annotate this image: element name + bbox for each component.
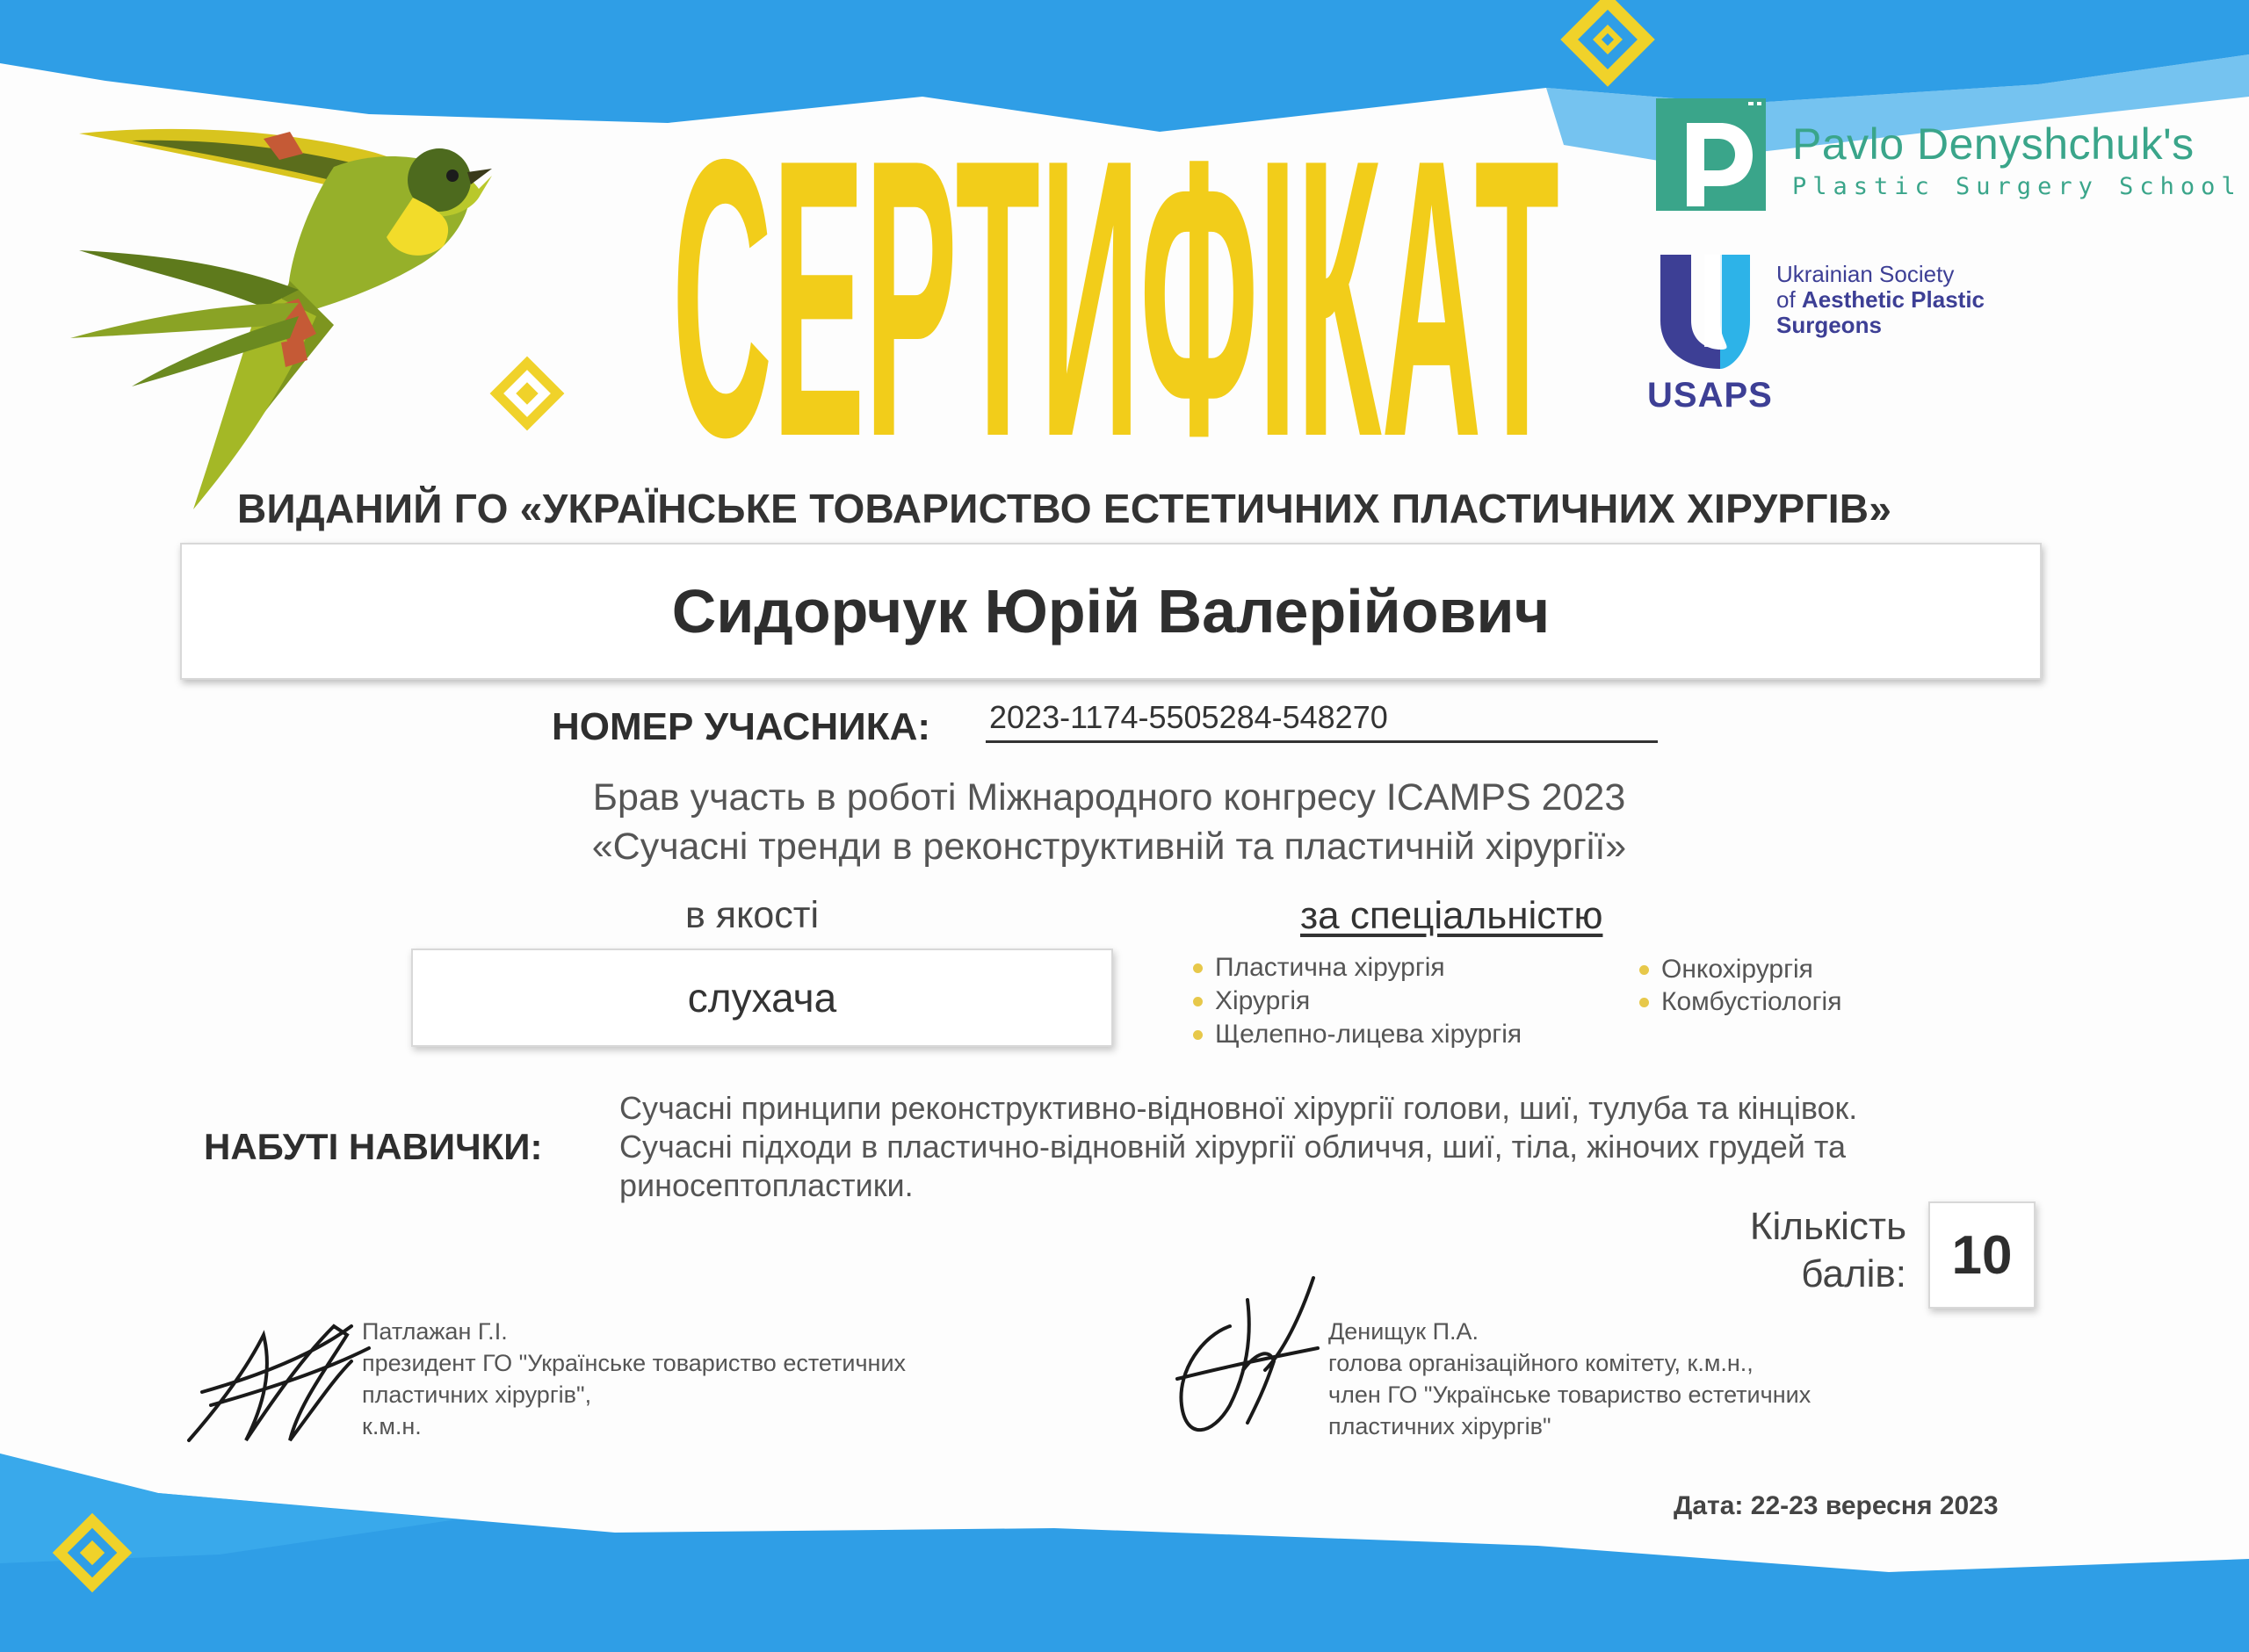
congress-description bbox=[351, 773, 1867, 871]
usaps-abbreviation: USAPS bbox=[1647, 376, 1773, 415]
signatory-1-line-4: к.м.н. bbox=[362, 1413, 422, 1439]
usaps-line-2-bold: Aesthetic Plastic bbox=[1801, 286, 1985, 313]
points-label bbox=[1709, 1203, 1906, 1298]
signature-1-icon bbox=[189, 1326, 369, 1440]
signatory-1-name: Патлажан Г.І. bbox=[362, 1318, 508, 1345]
skills-line-2: Сучасні підходи в пластично-відновній хірургії обличчя, шиї, тіла, жіночих грудей та bbox=[619, 1129, 1847, 1165]
certificate-date: Дата: 22-23 вересня 2023 bbox=[1674, 1491, 1999, 1520]
role-value: слухача bbox=[687, 975, 837, 1021]
bullet-dot-icon bbox=[1193, 997, 1203, 1006]
pd-logo-name: Pavlo Denyshchuk's bbox=[1792, 119, 2195, 169]
specialty-item bbox=[1193, 986, 1310, 1016]
signature-2-icon bbox=[1177, 1278, 1318, 1430]
points-value: 10 bbox=[1951, 1224, 2013, 1286]
specialty-text: Пластична хірургія bbox=[1215, 953, 1445, 982]
signatory-2-name: Денищук П.А. bbox=[1328, 1318, 1479, 1345]
points-label-line-2: балів: bbox=[1801, 1252, 1906, 1295]
role-box bbox=[411, 949, 1113, 1047]
recipient-name: Сидорчук Юрій Валерійович bbox=[671, 577, 1551, 646]
usaps-logo-mark-icon bbox=[1660, 255, 1750, 369]
pd-logo-mark-icon bbox=[1656, 98, 1766, 211]
specialty-item bbox=[1639, 987, 1841, 1017]
congress-line-2: «Сучасні тренди в реконструктивній та пластичній хірургії» bbox=[591, 826, 1627, 868]
specialty-label: за спеціальністю bbox=[1300, 894, 1603, 937]
recipient-name-box bbox=[180, 543, 2042, 680]
issued-by: ВИДАНИЙ ГО «УКРАЇНСЬКЕ ТОВАРИСТВО ЕСТЕТИЧНИХ ПЛАСТИЧНИХ ХІРУРГІВ» bbox=[237, 486, 1892, 531]
usaps-line-1: Ukrainian Society bbox=[1776, 261, 1955, 287]
skills-label: НАБУТІ НАВИЧКИ: bbox=[204, 1126, 543, 1167]
specialty-item bbox=[1193, 1020, 1522, 1050]
points-label-line-1: Кількість bbox=[1749, 1205, 1906, 1248]
swallow-bird-icon bbox=[70, 129, 492, 509]
usaps-line-2 bbox=[1776, 287, 1985, 313]
usaps-line-2-prefix: of bbox=[1776, 286, 1796, 313]
specialty-text: Онкохірургія bbox=[1661, 955, 1813, 984]
bullet-dot-icon bbox=[1193, 963, 1203, 973]
participant-number: 2023-1174-5505284-548270 bbox=[986, 699, 1658, 743]
signatory-1-line-3: пластичних хірургів", bbox=[362, 1381, 592, 1408]
signatory-2-line-2: голова організаційного комітету, к.м.н., bbox=[1328, 1350, 1754, 1376]
signatory-1-line-2: президент ГО "Українське товариство естетичних bbox=[362, 1350, 907, 1376]
skills-line-3: риносептопластики. bbox=[619, 1167, 914, 1203]
specialty-text: Хірургія bbox=[1215, 986, 1311, 1015]
signatory-2-line-4: пластичних хірургів" bbox=[1328, 1413, 1551, 1439]
specialty-item bbox=[1639, 955, 1813, 985]
participant-number-label: НОМЕР УЧАСНИКА: bbox=[552, 705, 930, 748]
specialty-item bbox=[1193, 953, 1445, 983]
points-box bbox=[1928, 1201, 2036, 1309]
usaps-logo-text bbox=[1776, 262, 1985, 338]
specialty-text: Щелепно-лицева хірургія bbox=[1215, 1020, 1522, 1049]
bullet-dot-icon bbox=[1193, 1030, 1203, 1040]
skills-line-1: Сучасні принципи реконструктивно-відновної хірургії голови, шиї, тулуба та кінцівок. bbox=[619, 1090, 1858, 1126]
usaps-line-3: Surgeons bbox=[1776, 312, 1882, 338]
role-label: в якості bbox=[685, 894, 820, 936]
diamond-ornament-icon bbox=[490, 357, 565, 431]
bullet-dot-icon bbox=[1639, 965, 1649, 975]
signatory-1 bbox=[362, 1316, 906, 1442]
congress-line-1: Брав участь в роботі Міжнародного конгресу ICAMPS 2023 bbox=[592, 776, 1626, 819]
skills-text bbox=[619, 1089, 2069, 1205]
bottom-blue-banner bbox=[0, 1454, 2249, 1652]
certificate-title-container bbox=[663, 149, 1568, 457]
signatory-2-line-3: член ГО "Українське товариство естетичних bbox=[1328, 1381, 1811, 1408]
pd-logo-text bbox=[1792, 119, 2242, 200]
signatory-2 bbox=[1328, 1316, 1811, 1442]
specialty-text: Комбустіологія bbox=[1661, 987, 1842, 1016]
pd-logo-subtitle: Plastic Surgery School bbox=[1792, 173, 2242, 200]
bullet-dot-icon bbox=[1639, 998, 1649, 1007]
certificate-title: СЕРТИФІКАТ bbox=[672, 149, 1559, 457]
